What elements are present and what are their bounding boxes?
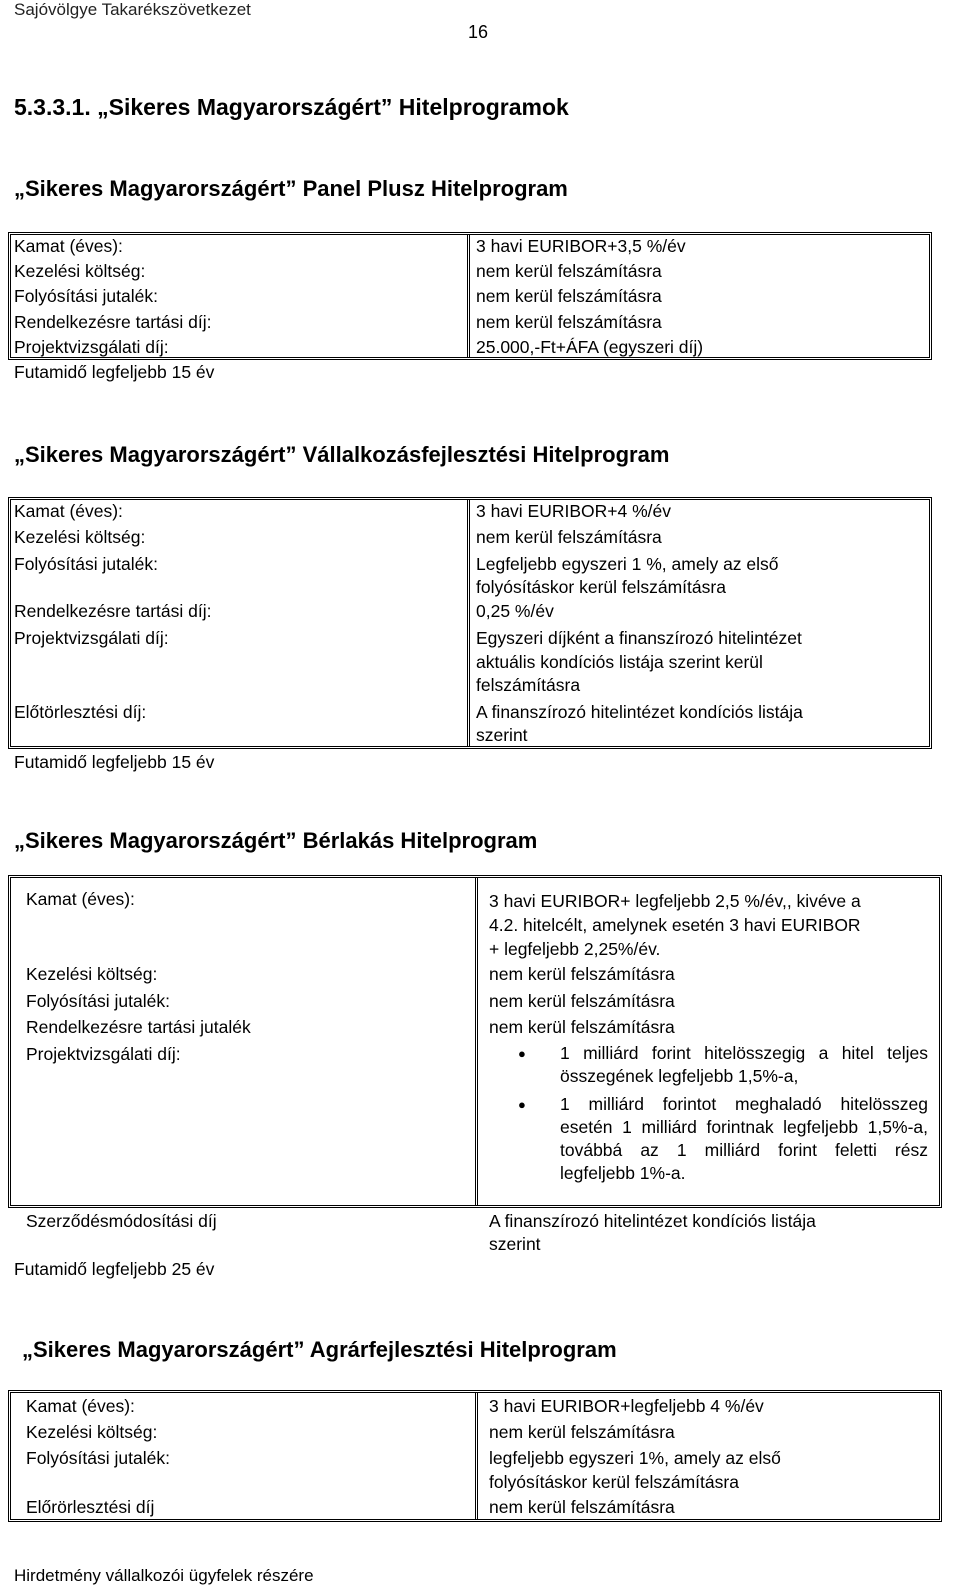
panel-value-folyositasi: nem kerül felszámításra bbox=[476, 286, 662, 306]
ber-label-kezelesi: Kezelési költség: bbox=[26, 964, 158, 984]
panel-title: „Sikeres Magyarországért” Panel Plusz Hitelprogram bbox=[14, 176, 568, 201]
vall-value-folyositasi-1: Legfeljebb egyszeri 1 %, amely az első bbox=[476, 554, 779, 574]
panel-value-kamat: 3 havi EURIBOR+3,5 %/év bbox=[476, 236, 686, 256]
agr-label-elotorlesztesi: Előrörlesztési díj bbox=[26, 1497, 155, 1517]
vall-value-projekt-3: felszámításra bbox=[476, 675, 581, 695]
ber-projekt-bullet-2: ● 1 milliárd forintot meghaladó hitelösszeg esetén 1 milliárd forintnak legfeljebb 1,5%-a, továbbá az 1 milliárd forint feletti rész legfeljebb 1%-a. bbox=[490, 1093, 928, 1185]
panel-label-folyositasi: Folyósítási jutalék: bbox=[14, 286, 158, 306]
agr-value-kamat: 3 havi EURIBOR+legfeljebb 4 %/év bbox=[489, 1396, 764, 1416]
panel-value-rendelkezesre: nem kerül felszámításra bbox=[476, 312, 662, 332]
ber-value-szerzodes-2: szerint bbox=[489, 1234, 541, 1254]
ber-value-kamat-1: 3 havi EURIBOR+ legfeljebb 2,5 %/év,, kivéve a bbox=[489, 891, 861, 911]
vall-label-projekt: Projektvizsgálati díj: bbox=[14, 628, 169, 648]
agr-value-folyositasi-1: legfeljebb egyszeri 1%, amely az első bbox=[489, 1448, 781, 1468]
panel-value-kezelesi: nem kerül felszámításra bbox=[476, 261, 662, 281]
ber-value-rendelkezesre: nem kerül felszámításra bbox=[489, 1017, 675, 1037]
vall-value-rendelkezesre: 0,25 %/év bbox=[476, 601, 554, 621]
vall-value-kamat: 3 havi EURIBOR+4 %/év bbox=[476, 501, 672, 521]
ber-value-szerzodes-1: A finanszírozó hitelintézet kondíciós listája bbox=[489, 1211, 816, 1231]
panel-label-kezelesi: Kezelési költség: bbox=[14, 261, 146, 281]
vall-value-kezelesi: nem kerül felszámításra bbox=[476, 527, 662, 547]
panel-label-rendelkezesre: Rendelkezésre tartási díj: bbox=[14, 312, 212, 332]
vall-value-folyositasi-2: folyósításkor kerül felszámításra bbox=[476, 577, 726, 597]
agr-label-kamat: Kamat (éves): bbox=[26, 1396, 135, 1416]
ber-label-kamat: Kamat (éves): bbox=[26, 889, 135, 909]
vall-label-rendelkezesre: Rendelkezésre tartási díj: bbox=[14, 601, 212, 621]
vall-label-elotorlesztesi: Előtörlesztési díj: bbox=[14, 702, 147, 722]
vall-label-folyositasi: Folyósítási jutalék: bbox=[14, 554, 158, 574]
vall-value-projekt-1: Egyszeri díjként a finanszírozó hitelintézet bbox=[476, 628, 802, 648]
ber-label-rendelkezesre: Rendelkezésre tartási jutalék bbox=[26, 1017, 251, 1037]
header-organization: Sajóvölgye Takarékszövetkezet bbox=[14, 0, 251, 19]
vall-label-kezelesi: Kezelési költség: bbox=[14, 527, 146, 547]
ber-value-kamat-3: + legfeljebb 2,25%/év. bbox=[489, 939, 661, 959]
panel-label-projekt: Projektvizsgálati díj: bbox=[14, 337, 169, 357]
vall-futamido: Futamidő legfeljebb 15 év bbox=[14, 752, 215, 772]
vall-value-elotorlesztesi-2: szerint bbox=[476, 725, 528, 745]
ber-label-szerzodesmodositasi: Szerződésmódosítási díj bbox=[26, 1211, 217, 1231]
ber-label-projekt: Projektvizsgálati díj: bbox=[26, 1044, 181, 1064]
agr-label-kezelesi: Kezelési költség: bbox=[26, 1422, 158, 1442]
ber-projekt-bullet-list bbox=[490, 1042, 928, 1190]
ber-label-folyositasi: Folyósítási jutalék: bbox=[26, 991, 170, 1011]
agrar-title: „Sikeres Magyarországért” Agrárfejlesztési Hitelprogram bbox=[22, 1337, 617, 1362]
section-title: 5.3.3.1. „Sikeres Magyarországért” Hitelprogramok bbox=[14, 94, 569, 120]
vall-label-kamat: Kamat (éves): bbox=[14, 501, 123, 521]
ber-value-folyositasi: nem kerül felszámításra bbox=[489, 991, 675, 1011]
panel-futamido: Futamidő legfeljebb 15 év bbox=[14, 362, 215, 382]
ber-projekt-bullet-1: ● 1 milliárd forint hitelösszegig a hitel teljes összegének legfeljebb 1,5%-a, bbox=[490, 1042, 928, 1088]
page-number: 16 bbox=[468, 22, 489, 42]
vall-value-projekt-2: aktuális kondíciós listája szerint kerül bbox=[476, 652, 763, 672]
ber-futamido: Futamidő legfeljebb 25 év bbox=[14, 1259, 215, 1279]
berlakas-title: „Sikeres Magyarországért” Bérlakás Hitelprogram bbox=[14, 828, 538, 853]
ber-value-kamat-2: 4.2. hitelcélt, amelynek esetén 3 havi EURIBOR bbox=[489, 915, 861, 935]
agr-value-elotorlesztesi: nem kerül felszámításra bbox=[489, 1497, 675, 1517]
agr-value-folyositasi-2: folyósításkor kerül felszámításra bbox=[489, 1472, 739, 1492]
footer-text: Hirdetmény vállalkozói ügyfelek részére bbox=[14, 1566, 314, 1585]
ber-value-kezelesi: nem kerül felszámításra bbox=[489, 964, 675, 984]
agr-label-folyositasi: Folyósítási jutalék: bbox=[26, 1448, 170, 1468]
panel-label-kamat: Kamat (éves): bbox=[14, 236, 123, 256]
vall-value-elotorlesztesi-1: A finanszírozó hitelintézet kondíciós listája bbox=[476, 702, 803, 722]
agr-value-kezelesi: nem kerül felszámításra bbox=[489, 1422, 675, 1442]
panel-value-projekt: 25.000,-Ft+ÁFA (egyszeri díj) bbox=[476, 337, 704, 357]
vallalkozas-title: „Sikeres Magyarországért” Vállalkozásfejlesztési Hitelprogram bbox=[14, 442, 670, 467]
